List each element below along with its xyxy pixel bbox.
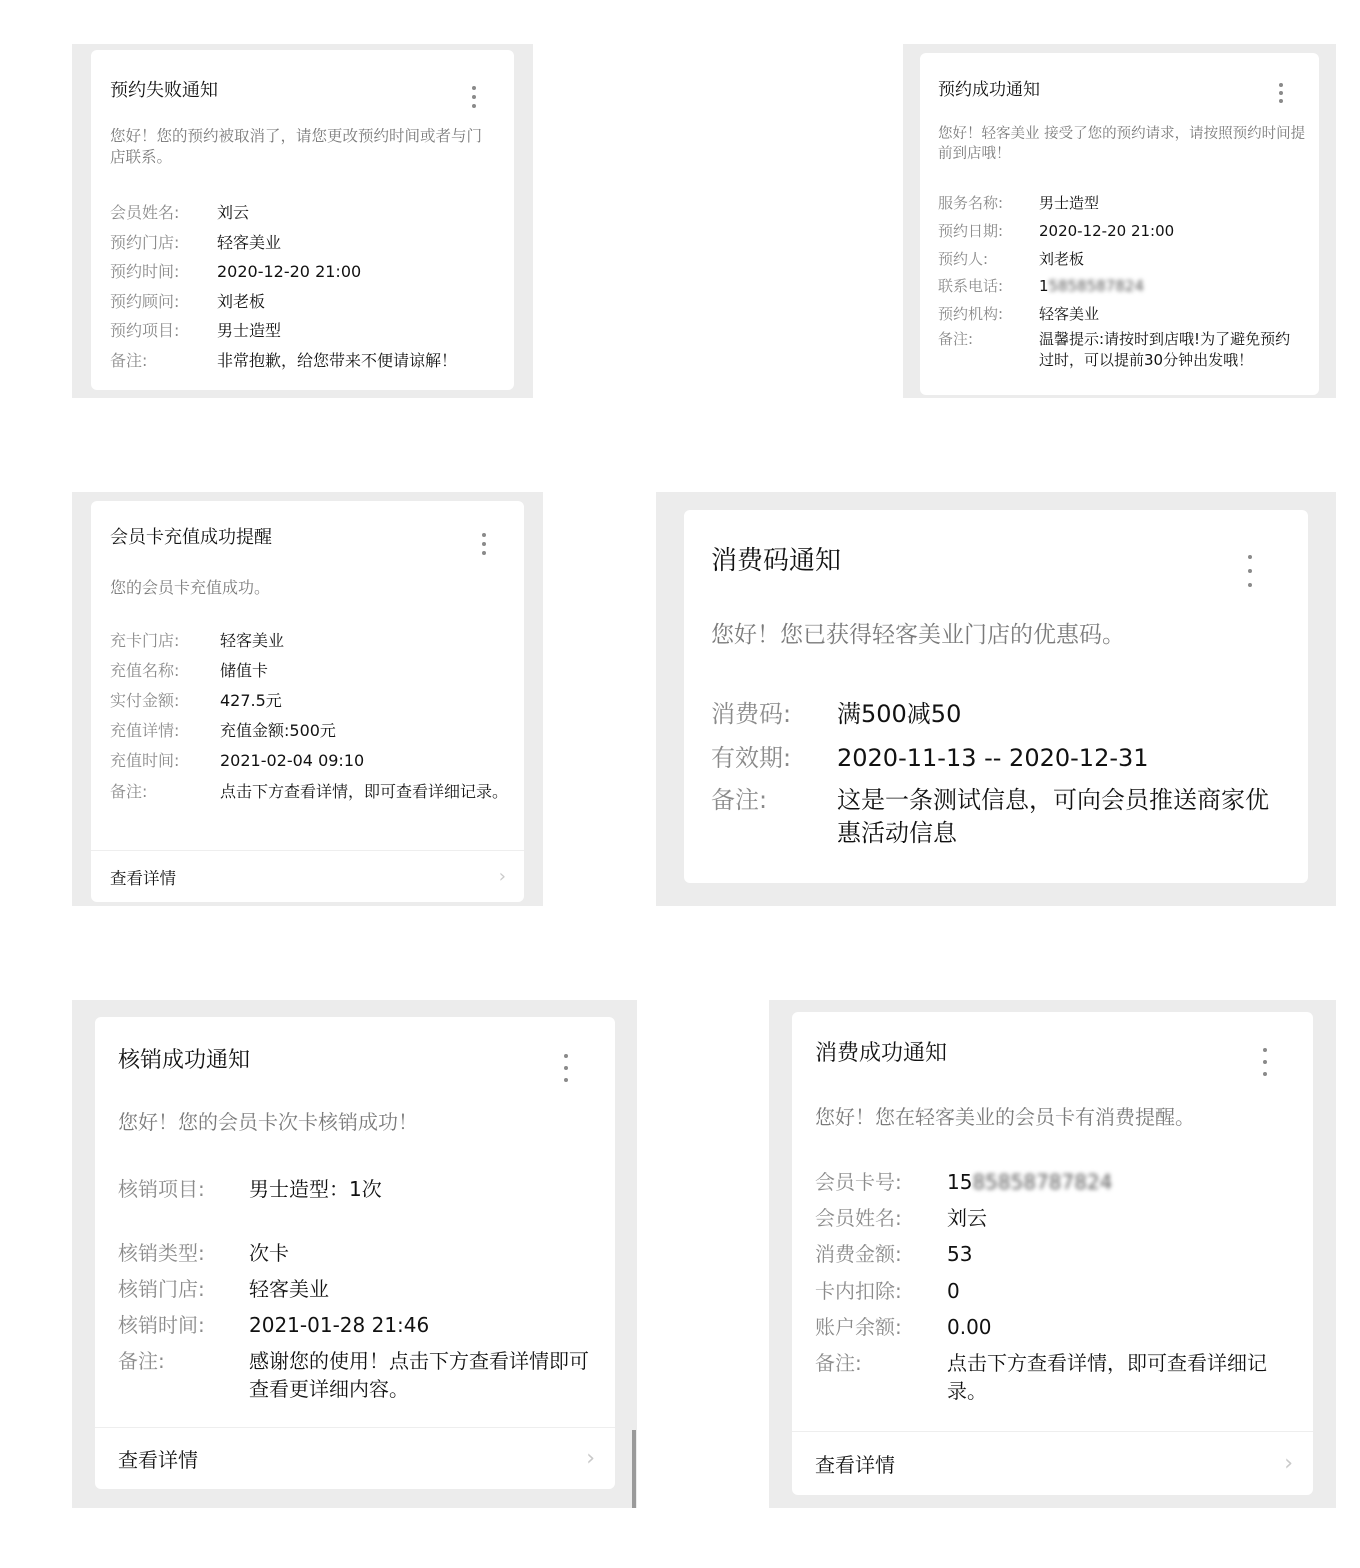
field-value: 刘云 bbox=[217, 203, 250, 222]
chevron-right-icon: › bbox=[1284, 1451, 1293, 1476]
notification-frame-fail bbox=[72, 44, 533, 398]
field-value: 满500减50 bbox=[837, 700, 962, 728]
field-row bbox=[938, 301, 1306, 329]
field-value: 男士造型 bbox=[1039, 194, 1100, 212]
field-row bbox=[118, 1343, 598, 1403]
field-value: 2020-11-13 -- 2020-12-31 bbox=[837, 743, 1149, 772]
field-value: 充值金额:500元 bbox=[220, 721, 336, 740]
field-row bbox=[110, 198, 500, 228]
card-number-redacted: 85858787824 bbox=[972, 1170, 1113, 1194]
field-label: 预约机构: bbox=[938, 305, 1004, 324]
card-number-prefix: 15 bbox=[947, 1170, 973, 1194]
card-fields bbox=[938, 190, 1306, 371]
field-label: 卡内扣除: bbox=[815, 1278, 902, 1303]
view-details-link[interactable] bbox=[91, 850, 524, 902]
card-title: 消费成功通知 bbox=[815, 1041, 948, 1066]
field-label: 充值名称: bbox=[110, 661, 180, 680]
field-label: 会员姓名: bbox=[815, 1206, 902, 1231]
field-value: 2021-01-28 21:46 bbox=[249, 1313, 430, 1337]
view-details-label: 查看详情 bbox=[110, 868, 176, 888]
scrollbar[interactable] bbox=[632, 1430, 636, 1508]
field-value: 轻客美业 bbox=[1039, 305, 1100, 324]
card-intro: 您好！您在轻客美业的会员卡有消费提醒。 bbox=[815, 1105, 1195, 1129]
more-vertical-icon[interactable] bbox=[471, 86, 477, 108]
field-value: 男士造型：1次 bbox=[249, 1177, 382, 1201]
field-row bbox=[118, 1171, 598, 1207]
field-label: 备注: bbox=[815, 1351, 862, 1376]
card-title: 预约失败通知 bbox=[110, 80, 218, 101]
field-row bbox=[110, 686, 510, 716]
field-label: 有效期: bbox=[711, 743, 792, 772]
field-label: 核销项目: bbox=[118, 1177, 205, 1201]
field-value: 2020-12-20 21:00 bbox=[1039, 221, 1175, 240]
consume-success-card bbox=[792, 1012, 1313, 1495]
notification-frame-consume bbox=[769, 1000, 1336, 1508]
more-vertical-icon[interactable] bbox=[1278, 83, 1284, 103]
view-details-link[interactable] bbox=[792, 1431, 1313, 1495]
card-title: 会员卡充值成功提醒 bbox=[110, 527, 272, 548]
field-label: 会员卡号: bbox=[815, 1170, 902, 1194]
field-row bbox=[110, 257, 500, 287]
field-label: 充值时间: bbox=[110, 751, 180, 770]
field-label: 消费金额: bbox=[815, 1242, 902, 1267]
card-intro: 您的会员卡充值成功。 bbox=[110, 578, 271, 597]
coupon-code-card bbox=[684, 510, 1308, 883]
chevron-right-icon: › bbox=[498, 866, 506, 887]
field-value: 非常抱歉，给您带来不便请谅解！ bbox=[217, 350, 458, 370]
field-value: 2021-02-04 09:10 bbox=[220, 751, 365, 770]
field-value: 刘云 bbox=[947, 1206, 987, 1231]
field-value bbox=[1039, 273, 1144, 301]
field-row bbox=[110, 346, 500, 376]
notification-frame-coupon bbox=[656, 492, 1336, 906]
field-label: 充卡门店: bbox=[110, 631, 180, 650]
more-vertical-icon[interactable] bbox=[563, 1054, 569, 1082]
notification-frame-verify bbox=[72, 1000, 637, 1508]
field-row bbox=[815, 1345, 1295, 1405]
field-label: 账户余额: bbox=[815, 1314, 902, 1339]
field-row bbox=[938, 246, 1306, 274]
field-value: 轻客美业 bbox=[220, 631, 285, 650]
field-value: 53 bbox=[947, 1242, 973, 1267]
field-row bbox=[711, 693, 1291, 737]
notification-frame-recharge bbox=[72, 492, 543, 906]
phone-prefix: 1 bbox=[1039, 277, 1049, 296]
field-row bbox=[110, 746, 510, 776]
field-label: 预约门店: bbox=[110, 232, 180, 252]
field-label: 备注: bbox=[118, 1349, 165, 1373]
view-details-label: 查看详情 bbox=[118, 1448, 198, 1472]
view-details-link[interactable] bbox=[95, 1427, 615, 1489]
field-label: 服务名称: bbox=[938, 194, 1004, 212]
card-fields bbox=[118, 1171, 598, 1403]
field-row bbox=[938, 218, 1306, 246]
field-value: 储值卡 bbox=[220, 661, 269, 680]
field-value: 男士造型 bbox=[217, 321, 282, 340]
chevron-right-icon: › bbox=[586, 1446, 595, 1471]
field-row bbox=[815, 1200, 1295, 1236]
card-fields bbox=[110, 626, 510, 803]
field-row bbox=[110, 716, 510, 746]
field-value: 轻客美业 bbox=[249, 1277, 329, 1301]
field-label: 预约时间: bbox=[110, 262, 180, 281]
field-value: 0 bbox=[947, 1278, 960, 1303]
phone-redacted: 5858587824 bbox=[1048, 277, 1144, 296]
field-row bbox=[118, 1307, 598, 1343]
field-row bbox=[110, 626, 510, 656]
field-value bbox=[947, 1164, 1112, 1200]
more-vertical-icon[interactable] bbox=[1247, 555, 1253, 587]
field-row bbox=[711, 737, 1291, 781]
field-label: 预约项目: bbox=[110, 321, 180, 340]
field-value: 点击下方查看详情，即可查看详细记录。 bbox=[220, 782, 509, 801]
field-value: 刘老板 bbox=[217, 291, 266, 311]
field-label: 核销门店: bbox=[118, 1277, 205, 1301]
more-vertical-icon[interactable] bbox=[1262, 1048, 1268, 1076]
card-fields bbox=[110, 198, 500, 375]
appointment-success-card bbox=[920, 53, 1319, 395]
field-label: 实付金额: bbox=[110, 691, 180, 710]
card-title: 消费码通知 bbox=[711, 546, 842, 576]
field-label: 充值详情: bbox=[110, 721, 180, 740]
field-label: 预约人: bbox=[938, 249, 989, 268]
field-row bbox=[815, 1164, 1295, 1200]
field-row bbox=[110, 656, 510, 686]
field-row bbox=[938, 273, 1306, 301]
field-label: 备注: bbox=[711, 786, 768, 814]
field-row bbox=[938, 190, 1306, 218]
field-row bbox=[110, 776, 510, 803]
field-value: 温馨提示:请按时到店哦!为了避免预约过时，可以提前30分钟出发哦！ bbox=[1039, 329, 1291, 369]
field-label: 核销类型: bbox=[118, 1241, 205, 1265]
field-label: 预约日期: bbox=[938, 221, 1004, 240]
field-label: 备注: bbox=[938, 329, 974, 348]
card-fields bbox=[815, 1164, 1295, 1405]
card-intro: 您好！您的会员卡次卡核销成功！ bbox=[118, 1110, 418, 1134]
card-title: 核销成功通知 bbox=[118, 1048, 251, 1073]
field-row bbox=[815, 1309, 1295, 1345]
field-row bbox=[110, 228, 500, 258]
field-value: 感谢您的使用！点击下方查看详情即可查看更详细内容。 bbox=[249, 1349, 589, 1401]
appointment-fail-card bbox=[91, 50, 514, 390]
field-row bbox=[118, 1271, 598, 1307]
card-intro: 您好！您已获得轻客美业门店的优惠码。 bbox=[711, 622, 1125, 648]
field-value: 0.00 bbox=[947, 1314, 992, 1339]
field-row bbox=[118, 1235, 598, 1271]
field-value: 次卡 bbox=[249, 1241, 289, 1265]
field-value: 点击下方查看详情，即可查看详细记录。 bbox=[947, 1351, 1267, 1404]
verify-success-card bbox=[95, 1017, 615, 1489]
field-value: 427.5元 bbox=[220, 691, 282, 710]
field-label: 会员姓名: bbox=[110, 203, 180, 222]
field-label: 联系电话: bbox=[938, 277, 1004, 296]
field-label: 备注: bbox=[110, 782, 148, 801]
field-row bbox=[711, 780, 1291, 850]
field-label: 预约顾问: bbox=[110, 291, 180, 311]
card-fields bbox=[711, 693, 1291, 850]
field-value: 2020-12-20 21:00 bbox=[217, 262, 362, 281]
field-row bbox=[938, 329, 1306, 371]
field-label: 消费码: bbox=[711, 700, 792, 728]
field-row bbox=[815, 1236, 1295, 1272]
card-intro: 您好！您的预约被取消了，请您更改预约时间或者与门店联系。 bbox=[110, 127, 483, 166]
field-row bbox=[815, 1273, 1295, 1309]
recharge-card bbox=[91, 501, 524, 902]
view-details-label: 查看详情 bbox=[815, 1453, 895, 1477]
notification-frame-success bbox=[903, 44, 1336, 398]
field-value: 轻客美业 bbox=[217, 232, 282, 252]
field-value: 这是一条测试信息，可向会员推送商家优惠活动信息 bbox=[837, 786, 1269, 847]
card-intro: 您好！轻客美业 接受了您的预约请求，请按照预约时间提前到店哦！ bbox=[938, 126, 1306, 162]
field-row bbox=[110, 287, 500, 317]
card-title: 预约成功通知 bbox=[938, 80, 1040, 100]
field-label: 核销时间: bbox=[118, 1313, 205, 1337]
more-vertical-icon[interactable] bbox=[481, 533, 487, 555]
field-value: 刘老板 bbox=[1039, 249, 1085, 268]
field-label: 备注: bbox=[110, 350, 148, 370]
field-row bbox=[110, 316, 500, 346]
